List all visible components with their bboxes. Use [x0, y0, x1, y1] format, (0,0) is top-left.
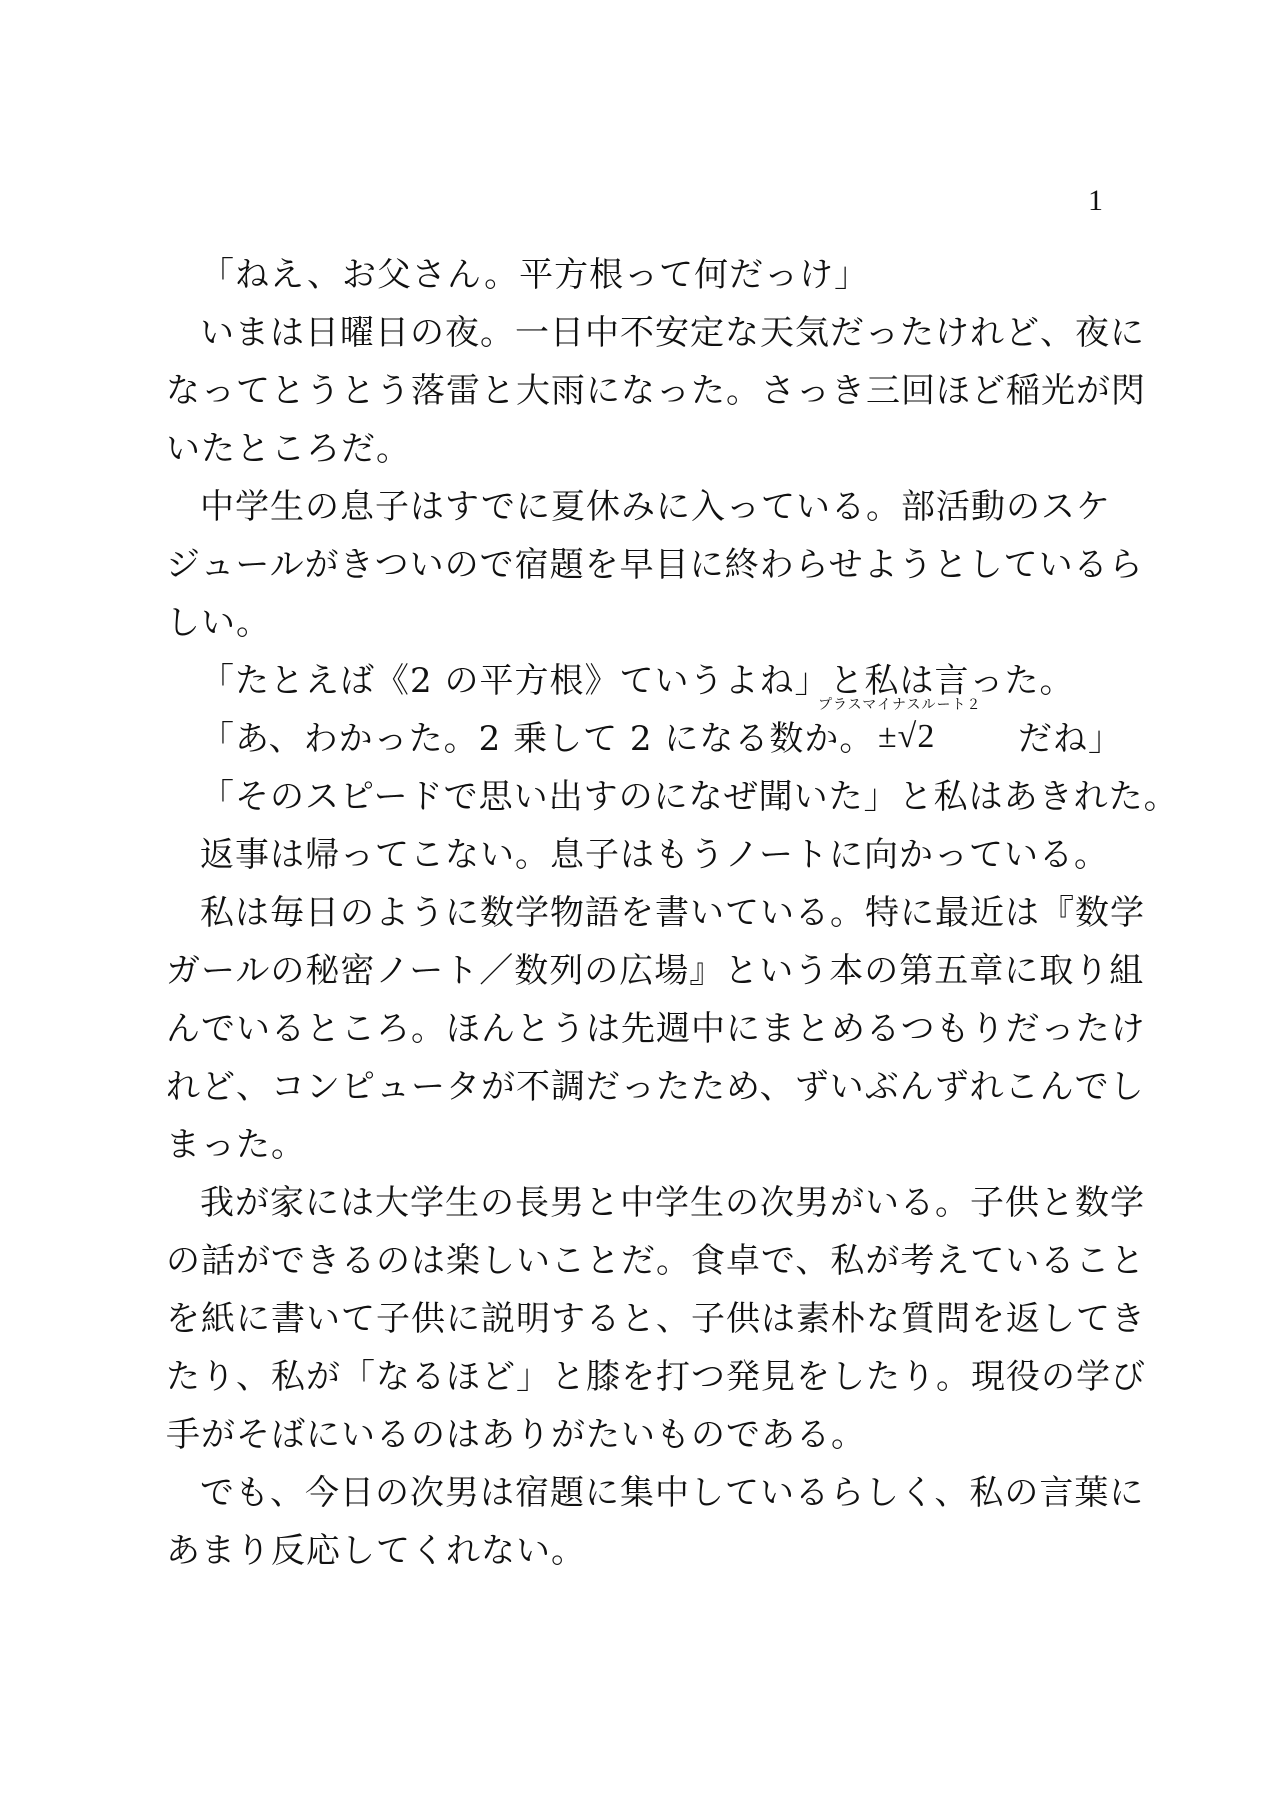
text-line: 私は毎日のように数学物語を書いている。特に最近は『数学 — [200, 893, 1145, 933]
text-line: 我が家には大学生の長男と中学生の次男がいる。子供と数学 — [200, 1183, 1145, 1223]
text-line: あまり反応してくれない。 — [166, 1531, 586, 1571]
text-line: の話ができるのは楽しいことだ。食卓で、私が考えていること — [166, 1241, 1146, 1281]
math-ruby-reading: プラスマイナスルート２ — [818, 697, 982, 713]
text-line: 「たとえば《2 の平方根》ていうよね」と私は言った。 — [200, 661, 1075, 701]
text-line-trail: だね」 — [1018, 719, 1123, 759]
text-line: でも、今日の次男は宿題に集中しているらしく、私の言葉に — [200, 1473, 1145, 1513]
body-text — [166, 255, 1179, 1592]
text-line-lead: 「あ、わかった。2 乗して 2 になる数か。 — [200, 719, 875, 759]
text-line: れど、コンピュータが不調だったため、ずいぶんずれこんでし — [166, 1067, 1145, 1107]
text-line: 「ねえ、お父さん。平方根って何だっけ」 — [200, 255, 870, 295]
page-number: 1 — [1088, 184, 1103, 217]
text-line: いたところだ。 — [166, 429, 411, 469]
text-line: 手がそばにいるのはありがたいものである。 — [166, 1415, 866, 1455]
text-line: ジュールがきついので宿題を早目に終わらせようとしているら — [166, 545, 1144, 585]
text-line: 返事は帰ってこない。息子はもうノートに向かっている。 — [200, 835, 1109, 875]
math-expression: ±√2 — [878, 718, 936, 755]
text-line: なってとうとう落雷と大雨になった。さっき三回ほど稲光が閃 — [166, 371, 1146, 411]
math-text-line — [166, 697, 1123, 780]
text-line: を紙に書いて子供に説明すると、子供は素朴な質問を返してき — [166, 1299, 1146, 1339]
text-line: たり、私が「なるほど」と膝を打つ発見をしたり。現役の学び — [166, 1357, 1146, 1397]
text-line: まった。 — [166, 1125, 306, 1165]
text-line: 中学生の息子はすでに夏休みに入っている。部活動のスケ — [200, 487, 1112, 527]
text-line: んでいるところ。ほんとうは先週中にまとめるつもりだったけ — [166, 1009, 1146, 1049]
text-line: ガールの秘密ノート／数列の広場』という本の第五章に取り組 — [166, 951, 1145, 991]
text-line: 「そのスピードで思い出すのになぜ聞いた」と私はあきれた。 — [200, 777, 1179, 817]
text-line: しい。 — [166, 603, 271, 643]
text-line: いまは日曜日の夜。一日中不安定な天気だったけれど、夜に — [200, 313, 1145, 353]
